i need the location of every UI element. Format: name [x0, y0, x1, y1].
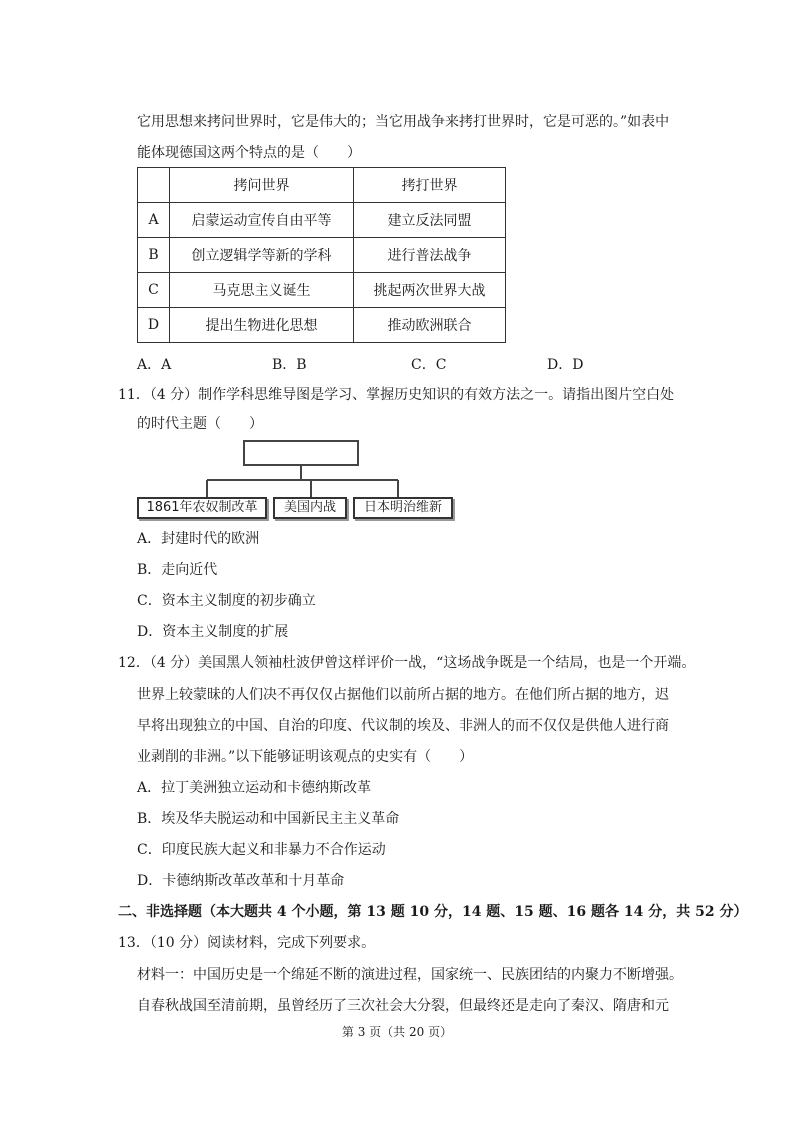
table-cell: 推动欧洲联合	[354, 308, 506, 343]
table-cell: B	[138, 238, 170, 273]
q13-material-line1: 材料一：中国历史是一个绵延不断的演进过程，国家统一、民族团结的内聚力不断增强。	[137, 967, 683, 983]
choice-b[interactable]: B．B	[272, 357, 307, 373]
q12-stem-line3: 早将出现独立的中国、自治的印度、代议制的埃及、非洲人的而不仅仅是供他人进行商	[137, 718, 669, 734]
q13-material-line2: 自春秋战国至清前期，虽曾经历了三次社会大分裂，但最终还是走向了秦汉、隋唐和元	[137, 998, 669, 1014]
q10-stem-line1: 它用思想来拷问世界时，它是伟大的；当它用战争来拷打世界时，它是可恶的。”如表中	[137, 114, 670, 130]
mindmap-node-meiji: 日本明治维新	[353, 497, 453, 519]
table-row	[138, 203, 506, 238]
table-row	[138, 308, 506, 343]
table-header-cell: 拷问世界	[170, 168, 354, 203]
mindmap-node-1861-reform: 1861年农奴制改革	[137, 497, 267, 519]
q12-stem-line2: 世界上较蒙昧的人们决不再仅仅占据他们以前所占据的地方。在他们所占据的地方，迟	[137, 687, 669, 703]
table-cell: 创立逻辑学等新的学科	[170, 238, 354, 273]
q11-choice-b[interactable]: B．走向近代	[137, 562, 218, 578]
q12-stem-line4: 业剥削的非洲。”以下能够证明该观点的史实有（ ）	[137, 749, 474, 765]
q11-choice-a[interactable]: A．封建时代的欧洲	[137, 531, 260, 547]
q12-stem-line1: 12．（4 分）美国黑人领袖杜波伊曾这样评价一战，“这场战争既是一个结局，也是一个开端。	[118, 655, 696, 671]
q11-stem-line1: 11．（4 分）制作学科思维导图是学习、掌握历史知识的有效方法之一。请指出图片空白处	[118, 387, 675, 403]
table-header-row	[138, 168, 506, 203]
q11-stem-line2: 的时代主题（ ）	[137, 416, 263, 432]
section-2-heading: 二、非选择题（本大题共 4 个小题，第 13 题 10 分，14 题、15 题、16 题各 14 分，共 52 分）	[118, 904, 748, 920]
mindmap-node-us-civil-war: 美国内战	[273, 497, 347, 519]
table-cell: C	[138, 273, 170, 308]
table-header-cell	[138, 168, 170, 203]
page-footer: 第 3 页（共 20 页）	[341, 1025, 453, 1039]
table-header-cell: 拷打世界	[354, 168, 506, 203]
table-row	[138, 273, 506, 308]
table-cell: 挑起两次世界大战	[354, 273, 506, 308]
choice-d[interactable]: D．D	[547, 357, 584, 373]
q10-options-table	[137, 167, 506, 343]
table-cell: 建立反法同盟	[354, 203, 506, 238]
q12-choice-c[interactable]: C．印度民族大起义和非暴力不合作运动	[137, 842, 386, 858]
mindmap-blank-box	[243, 440, 359, 466]
q11-choice-c[interactable]: C．资本主义制度的初步确立	[137, 593, 316, 609]
table-cell: A	[138, 203, 170, 238]
q13-stem-line1: 13．（10 分）阅读材料，完成下列要求。	[118, 935, 376, 951]
q12-choice-b[interactable]: B．埃及华夫脱运动和中国新民主主义革命	[137, 811, 400, 827]
choice-c[interactable]: C．C	[411, 357, 447, 373]
q11-choice-d[interactable]: D．资本主义制度的扩展	[137, 624, 289, 640]
table-cell: D	[138, 308, 170, 343]
table-cell: 启蒙运动宣传自由平等	[170, 203, 354, 238]
q10-stem-line2: 能体现德国这两个特点的是（ ）	[137, 145, 361, 161]
table-cell: 进行普法战争	[354, 238, 506, 273]
q12-choice-a[interactable]: A．拉丁美洲独立运动和卡德纳斯改革	[137, 780, 372, 796]
q12-choice-d[interactable]: D．卡德纳斯改革改革和十月革命	[137, 873, 345, 889]
table-cell: 马克思主义诞生	[170, 273, 354, 308]
choice-a[interactable]: A．A	[137, 357, 172, 373]
table-row	[138, 238, 506, 273]
table-cell: 提出生物进化思想	[170, 308, 354, 343]
